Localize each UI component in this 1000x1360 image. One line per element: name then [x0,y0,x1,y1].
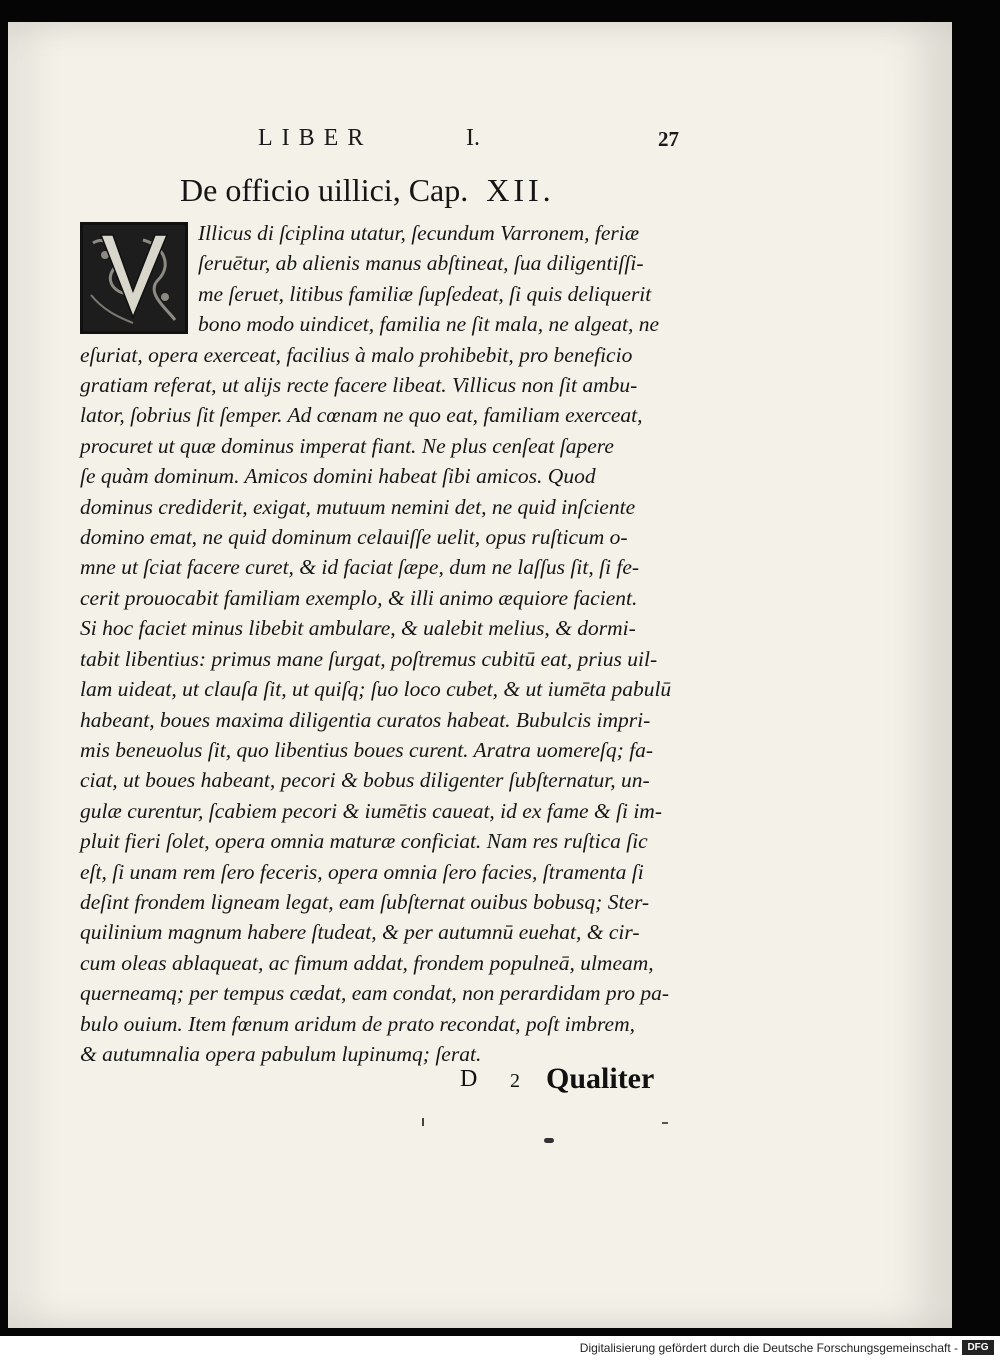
dfg-logo: DFG [962,1340,994,1355]
book-page [8,22,952,1328]
text-line: me ſeruet, litibus familiæ ſupſedeat, ſi quis deliquerit [198,281,652,306]
text-line: querneamq; per tempus cædat, eam condat, non perardidam pro pa- [80,981,669,1006]
text-line: & autumnalia opera pabulum lupinumq; ſerat. [80,1041,482,1066]
text-line: pluit fieri ſolet, opera omnia maturæ conficiat. Nam res ruſtica ſic [80,829,648,854]
text-line: tabit libentius: primus mane ſurgat, poſtremus cubitū eat, prius uil- [80,646,658,671]
ink-speck [662,1122,668,1124]
text-line: domino emat, ne quid dominum celauiſſe uelit, opus ruſticum o- [80,525,628,550]
text-line: cum oleas ablaqueat, ac fimum addat, frondem populneā, ulmeam, [80,950,654,975]
signature-number: 2 [510,1070,520,1092]
catchword: Qualiter [546,1062,655,1095]
chapter-title [180,172,740,209]
chapter-number: XII. [486,172,555,208]
text-line: Illicus di ſciplina utatur, ſecundum Varronem, feriæ [198,221,640,245]
book-number: I. [466,125,480,151]
text-line: gratiam referat, ut alijs recte facere libeat. Villicus non ſit ambu- [80,373,638,398]
text-line: habeant, boues maxima diligentia curatos habeat. Bubulcis impri- [80,707,651,732]
text-line: ſeruētur, ab alienis manus abſtineat, ſua diligentiſſi- [198,251,644,276]
ink-speck [422,1118,424,1126]
text-line: Si hoc faciet minus libebit ambulare, & ualebit melius, & dormi- [80,616,636,641]
chapter-label: Cap. [408,172,469,208]
footer-bar [0,1336,1000,1360]
folio-number: 27 [658,127,679,151]
ink-speck [544,1138,554,1143]
text-line: bono modo uindicet, familia ne ſit mala, ne algeat, ne [198,312,659,337]
text-line: dominus crediderit, exigat, mutuum nemini det, ne quid inſciente [80,494,636,519]
text-line: cerit prouocabit familiam exemplo, & illi animo æquiore facient. [80,585,638,610]
text-line: eſt, ſi unam rem ſero feceris, opera omnia ſero facies, ſtramenta ſi [80,859,644,884]
text-line: mis beneuolus ſit, quo libentius boues curent. Aratra uomereſq; fa- [80,737,654,762]
text-line: quilinium magnum habere ſtudeat, & per autumnū euehat, & cir- [80,920,640,945]
body-text [80,218,672,1069]
text-line: mne ut ſciat facere curet, & id faciat ſæpe, dum ne laſſus ſit, ſi fe- [80,555,640,580]
text-line: deſint frondem ligneam legat, eam ſubſternat ouibus bobusq; Ster- [80,889,650,914]
text-line: lam uideat, ut clauſa ſit, ut quiſq; ſuo loco cubet, & ut iumēta pabulū [80,677,672,702]
signature-mark: D [460,1066,478,1092]
decorated-initial-icon [83,225,185,331]
text-line: lator, ſobrius ſit ſemper. Ad cœnam ne quo eat, familiam exerceat, [80,403,643,428]
chapter-title-text: De officio uillici, [180,172,401,208]
funding-notice: Digitalisierung gefördert durch die Deutsche Forschungsgemeinschaft - [579,1341,958,1355]
text-line: ſe quàm dominum. Amicos domini habeat ſibi amicos. Quod [80,464,596,489]
text-line: bulo ouium. Item fœnum aridum de prato recondat, poſt imbrem, [80,1011,635,1036]
text-line: ciat, ut boues habeant, pecori & bobus diligenter ſubſternatur, un- [80,768,650,793]
text-line: gulæ curentur, ſcabiem pecori & iumētis caueat, id ex fame & ſi im- [80,798,662,823]
decorated-initial-v [80,222,188,334]
running-head [8,125,952,155]
text-line: eſuriat, opera exerceat, facilius à malo prohibebit, pro beneficio [80,342,633,367]
text-line: procuret ut quæ dominus imperat fiant. Ne plus cenſeat ſapere [80,433,614,458]
catchwords [456,1062,676,1102]
running-title: LIBER [258,125,373,151]
